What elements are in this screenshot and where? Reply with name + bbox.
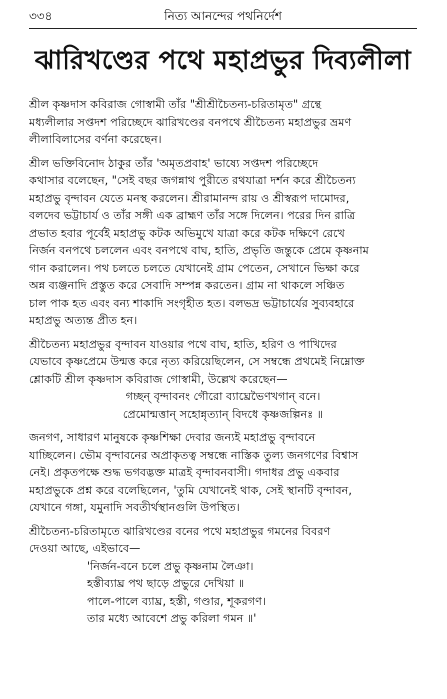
text-line: লীলাবিলাসের বর্ণনা করেছেন। [29,133,162,146]
text-line: নির্জন বনপথে চললেন এবং বনপথে বাঘ, হাতি, প্রভৃতি জন্তুকে প্রেমে কৃষ্ণনাম [29,244,369,257]
text-line: নেই। প্রকৃতপক্ষে শুদ্ধ ভগবদ্ভক্ত মাত্রই বৃন্দাবনবাসী। গদাধর প্রভু একবার [29,466,340,479]
text-line: প্রভাত হবার পূর্বেই মহাপ্রভু কটক অভিমুখে যাত্রা করে কটক দক্ষিণে রেখে [29,226,345,240]
paragraph-1 [29,96,417,149]
body-text [29,96,417,634]
text-line: মহাপ্রভু অত্যন্ত প্রীত হন। [29,314,138,327]
text-line: বলদেব ভট্টাচার্য ও তাঁর সঙ্গী এক ব্রাহ্মণ তাঁর সঙ্গে দিলেন। পরের দিন রাত্রি [29,209,356,222]
paragraph-2 [29,155,417,330]
quote-line: 'নির্জন-বনে চলে প্রভু কৃষ্ণনাম লৈঞা। [87,559,254,573]
paragraph-3 [29,336,417,424]
text-line: কথাসার বলেছেন, "সেই বছর জগন্নাথ পুরীতে রথযাত্রা দর্শন করে শ্রীচৈতন্য [29,174,356,187]
text-line: অন্ন ব্যঞ্জনাদি প্রস্তুত করে সেবাদি সম্পন্ন করতেন। গ্রাম না থাকলে সঞ্চিত [29,279,345,292]
running-title: নিত্য আনন্দের পথনির্দেশ [164,9,282,23]
header-rule [29,28,417,29]
quote-line: হস্তীব্যাঘ্র পথ ছাড়ে প্রভুরে দেখিয়া ॥ [87,577,245,590]
text-line: মহাপ্রভুকে প্রশ্ন করে বলেছিলেন, 'তুমি যেখানেই থাক, সেই স্থানটি বৃন্দাবন, [29,483,352,497]
text-line: শ্রীচৈতন্য-চরিতামৃতে ঝারিখণ্ডের বনের পথে মহাপ্রভুর গমনের বিবরণ [29,524,331,538]
page-number: ৩৩৪ [29,9,53,23]
text-line: শ্লোকটি শ্রীল কৃষ্ণদাস কবিরাজ গোস্বামী, উল্লেখ করেছেন— [29,372,288,386]
running-header [29,8,417,26]
quote-line: পালে-পালে ব্যাঘ্র, হস্তী, গণ্ডার, শূকরগণ। [87,594,266,608]
text-line: শ্রীচৈতন্য মহাপ্রভুর বৃন্দাবন যাওয়ার পথে বাঘ, হাতি, হরিণ ও পাখিদের [29,337,337,351]
text-line: যেখানে গঙ্গা, যমুনাদি সবতীর্থস্থানগুলি উপস্থিত। [29,501,240,514]
text-line: যাচ্ছিলেন। ভৌম বৃন্দাবনের অপ্রাকৃতত্ব সম্বন্ধে নাস্তিক তুল্য জনগণের বিশ্বাস [29,448,359,462]
paragraph-5 [29,523,417,628]
text-line: শ্রীল ভক্তিবিনোদ ঠাকুর তাঁর 'অমৃতপ্রবাহ' ভাষ্যে সপ্তদশ পরিচ্ছেদে [29,156,319,170]
text-line: জনগণ, সাধারণ মানুষকে কৃষ্ণশিক্ষা দেবার জন্যই মহাপ্রভু বৃন্দাবনে [29,431,316,444]
paragraph-4 [29,429,417,517]
verse-line: গচ্ছন্ বৃন্দাবনং গৌরো ব্যাঘ্রেভৈণখগান্ বনে। [125,390,321,403]
chapter-title: ঝারিখণ্ডের পথে মহাপ্রভুর দিব্যলীলা [34,46,412,76]
text-line: মহাপ্রভু বৃন্দাবন যেতে মনস্থ করলেন। শ্রীরামানন্দ রায় ও শ্রীস্বরূপ দামোদর, [29,191,350,205]
quote-line: তার মধ্যে আবেশে প্রভু করিলা গমন ॥' [87,612,257,625]
text-line: গান করালেন। পথ চলতে চলতে যেখানেই গ্রাম পেতেন, সেখানে ভিক্ষা করে [29,261,360,275]
text-line: মধ্যলীলার সপ্তদশ পরিচ্ছেদে ঝারিখণ্ডের বনপথে শ্রীচৈতন্য মহাপ্রভুর ভ্রমণ [29,115,352,129]
text-line: শ্রীল কৃষ্ণদাস কবিরাজ গোস্বামী তাঁর "শ্রীশ্রীচৈতন্য-চরিতামৃত" গ্রন্থে [29,98,322,111]
text-line: চাল পাক হত এবং বন্য শাকাদি সংগৃহীত হত। বলভদ্র ভট্টাচার্যের সুব্যবহারে [29,296,355,310]
text-line: দেওয়া আছে, এইভাবে— [29,542,141,555]
text-line: যেভাবে কৃষ্ণপ্রেমে উন্মত্ত করে নৃত্য করিয়েছিলেন, সে সম্বন্ধে প্রথমেই নিম্নোক্ত [29,355,365,368]
verse-line: প্রেমোন্মত্তান্ সহোন্নৃত্যান্ বিদধে কৃষ্ণজল্পিনঃ ॥ [122,407,324,421]
